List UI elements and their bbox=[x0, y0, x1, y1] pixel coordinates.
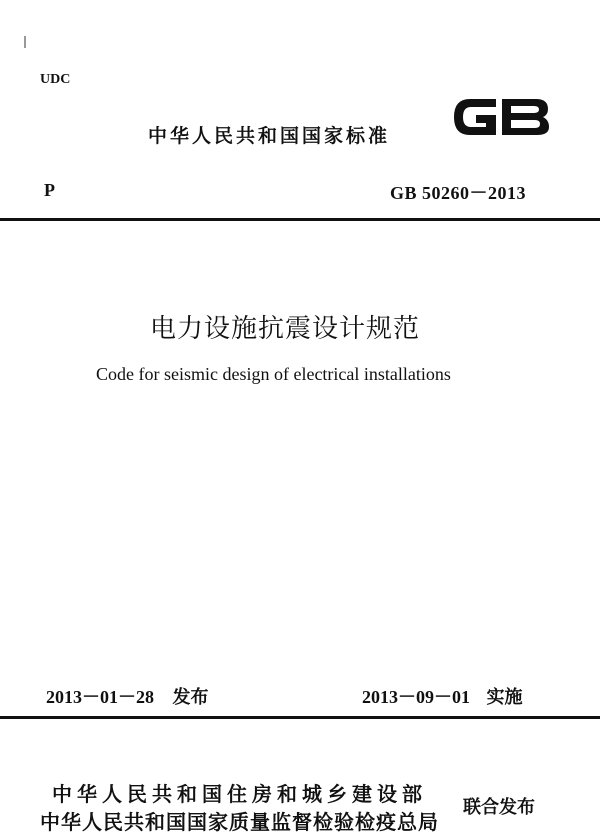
implement-label: 实施 bbox=[486, 687, 523, 708]
issue-date: 2013－01－28 bbox=[46, 687, 154, 707]
bottom-divider bbox=[0, 716, 600, 719]
gb-logo bbox=[450, 93, 552, 141]
issue-label: 发布 bbox=[172, 687, 209, 708]
standard-type: 中华人民共和国国家标准 bbox=[148, 125, 391, 147]
udc-label: UDC bbox=[40, 72, 71, 87]
scan-speck bbox=[24, 36, 26, 48]
title-chinese: 电力设施抗震设计规范 bbox=[150, 314, 421, 344]
top-divider bbox=[0, 218, 600, 221]
title-english: Code for seismic design of electrical installations bbox=[96, 364, 451, 384]
implement-line bbox=[362, 683, 523, 709]
issue-line bbox=[46, 683, 209, 709]
implement-date: 2013－09－01 bbox=[362, 687, 470, 707]
publisher-1: 中华人民共和国住房和城乡建设部 bbox=[52, 782, 427, 806]
joint-publish-label: 联合发布 bbox=[463, 797, 535, 818]
classification-p: P bbox=[44, 180, 55, 200]
standard-code: GB 50260－2013 bbox=[390, 183, 527, 203]
publisher-2: 中华人民共和国国家质量监督检验检疫总局 bbox=[40, 810, 439, 834]
